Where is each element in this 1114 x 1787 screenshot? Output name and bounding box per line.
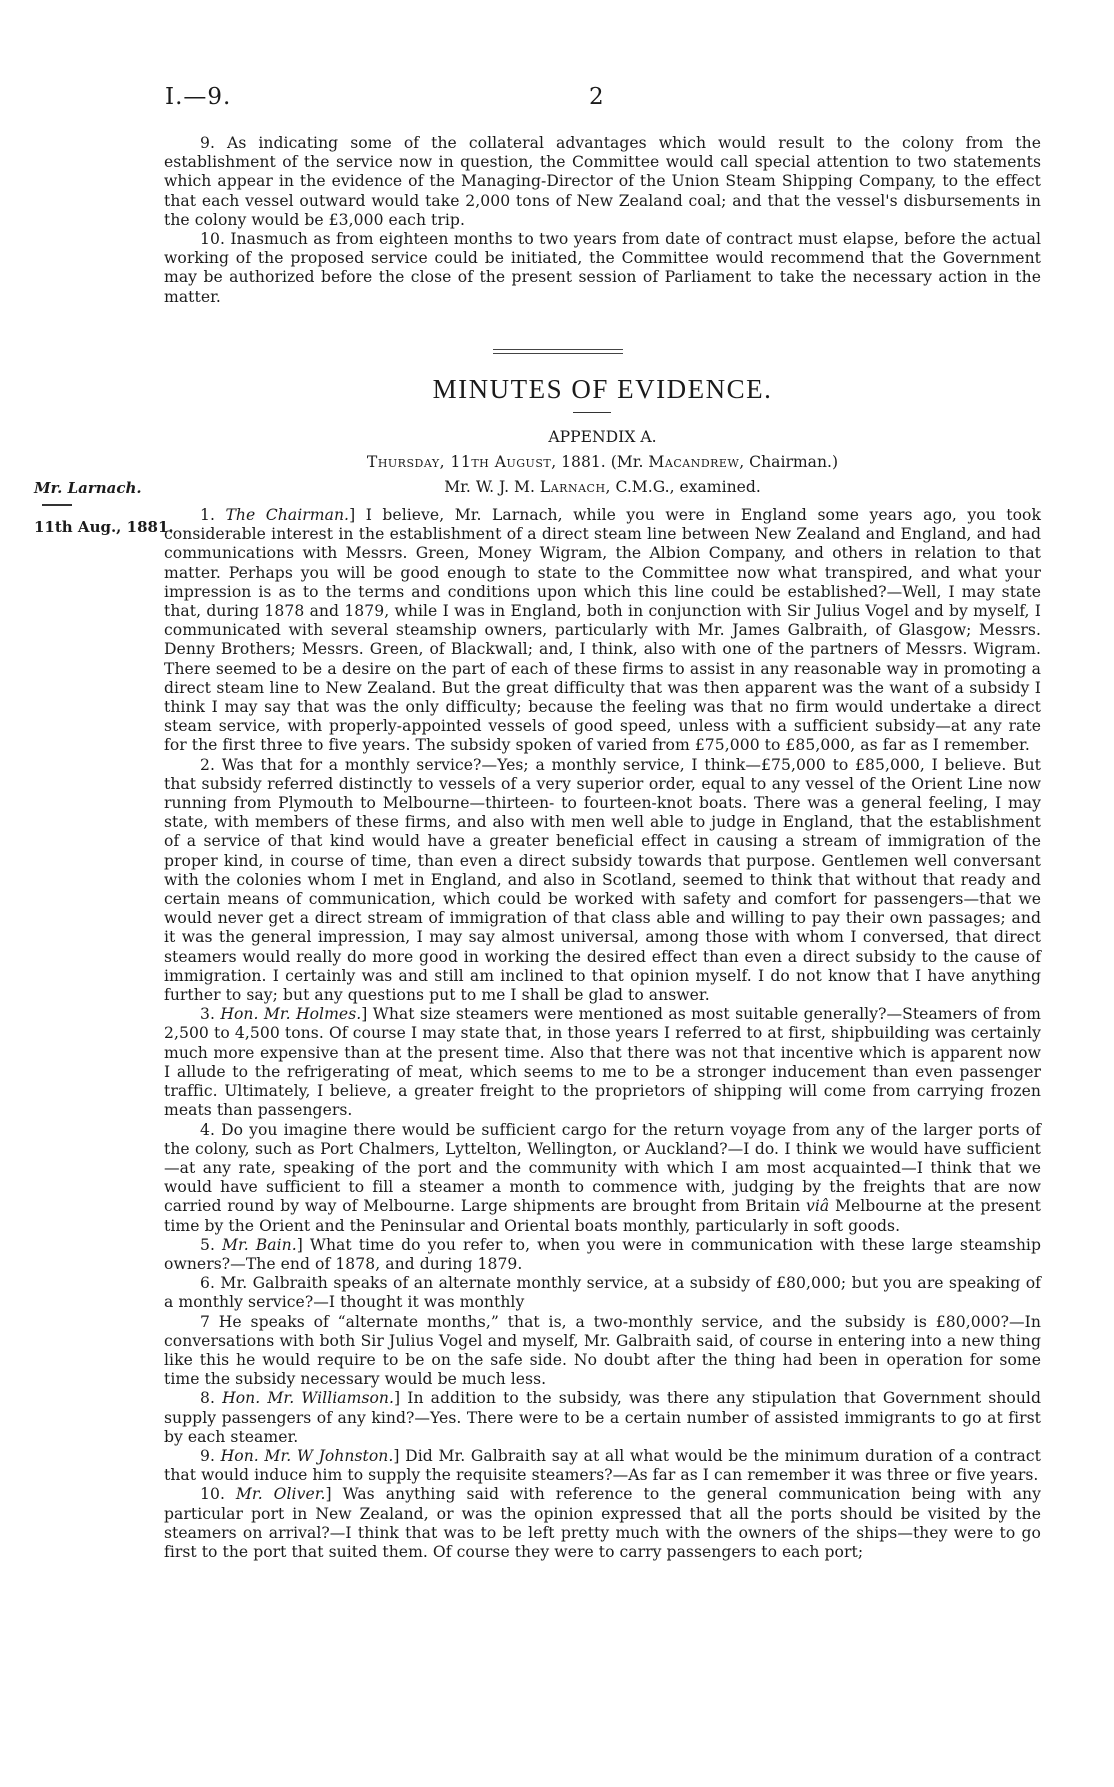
evidence-question-10: 10. Mr. Oliver.] Was anything said with reference to the general communication being with any particular port in New Zealand, or was the opinion expressed that all the ports should be visited by the steamers on arrival?—I think that was to be left pretty much with the owners of the ships—they were to go first to the port that suited them. Of course they were to carry passengers to each port;	[164, 1485, 1041, 1561]
page-reference: I.—9.	[165, 84, 232, 110]
evidence-question-3: 3. Hon. Mr. Holmes.] What size steamers were mentioned as most suitable generally?—Steamers of from 2,500 to 4,500 tons. Of course I may state that, in those years I referred to at first, shipbuilding was certainly much more expensive than at the present time. Also that there was not that incentive which is apparent now I allude to the refrigerating of meat, which seems to me to be a stronger inducement than even passenger traffic. Ultimately, I believe, a greater freight to the proprietors of shipping will come from carrying frozen meats than passengers.	[164, 1005, 1041, 1120]
margin-witness-name: Mr. Larnach.	[34, 479, 142, 497]
evidence-question-4: 4. Do you imagine there would be sufficient cargo for the return voyage from any of the larger ports of the colony, such as Port Chalmers, Lyttelton, Wellington, or Auckland?—I do. I think we would have sufficient—at any rate, speaking of the port and the community with which I am most acquainted—I think that we would have sufficient to fill a steamer a month to commence with, judging by the freights that are now carried round by way of Melbourne. Large shipments are brought from Britain viâ Melbourne at the present time by the Orient and the Peninsular and Oriental boats monthly, particularly in soft goods.	[164, 1120, 1041, 1235]
evidence-question-2: 2. Was that for a monthly service?—Yes; a monthly service, I think—£75,000 to £85,000, I believe. But that subsidy referred distinctly to vessels of a very superior order, equal to any vessel of the Orient Line now running from Plymouth to Melbourne—thirteen- to fourteen-knot boats. There was a general feeling, I may state, with members of these firms, and also with men well able to judge in England, that the establishment of a service of that kind would have a greater beneficial effect in causing a stream of immigration of the proper kind, in course of time, than even a direct subsidy towards that purpose. Gentlemen well conversant with the colonies whom I met in England, and also in Scotland, seemed to think that without that ready and certain means of communication, which could be worked with safety and comfort for passengers—that we would never get a direct stream of immigration of that class able and willing to pay their own passages; and it was the general impression, I may say almost universal, among those with whom I conversed, that direct steamers would really do more good in working the desired effect than even a direct subsidy to the cause of immigration. I certainly was and still am inclined to that opinion myself. I do not know that I have anything further to say; but any questions put to me I shall be glad to answer.	[164, 755, 1041, 1005]
chairman-rest: , Chairman.)	[739, 453, 839, 471]
evidence-question-5: 5. Mr. Bain.] What time do you refer to, when you were in communication with these large steamship owners?—The end of 1878, and during 1879.	[164, 1235, 1041, 1273]
appendix-label: APPENDIX A.	[548, 428, 657, 446]
evidence-question-6: 6. Mr. Galbraith speaks of an alternate monthly service, at a subsidy of £80,000; but you are speaking of a monthly service?—I thought it was monthly	[164, 1274, 1041, 1312]
speaker-name: Mr. Oliver.	[235, 1485, 326, 1504]
heading-rule	[573, 412, 611, 413]
sitting-day: Thursday, 11th August	[366, 453, 552, 471]
speaker-name: The Chairman.	[225, 506, 350, 524]
evidence-question-9: 9. Hon. Mr. W Johnston.] Did Mr. Galbraith say at all what would be the minimum duration of a contract that would induce him to supply the requisite steamers?—As far as I can remember it was three or five years.	[164, 1446, 1041, 1485]
report-paragraph-9: 9. As indicating some of the collateral advantages which would result to the colony from the establishment of the service now in question, the Committee would call special attention to two statements which appear in the evidence of the Managing-Director of the Union Steam Shipping Company, to the effect that each vessel outward would take 2,000 tons of New Zealand coal; and that the vessel's disbursements in the colony would be £3,000 each trip.	[164, 134, 1041, 229]
witness-name: Larnach	[539, 478, 606, 496]
evidence-body	[164, 506, 1041, 1562]
evidence-question-7: 7 He speaks of “alternate months,” that is, a two-monthly service, and the subsidy is £80,000?—In conversations with both Sir Julius Vogel and myself, Mr. Galbraith said, of course in entering into a new thing like this he would require to be on the safe side. No doubt after the thing had been in operation for some time the subsidy necessary would be much less.	[164, 1312, 1041, 1389]
witness-prefix: Mr. W. J. M.	[444, 478, 540, 496]
speaker-name: Hon. Mr. Holmes.	[220, 1005, 362, 1024]
sitting-date-rest: , 1881. (Mr.	[551, 453, 649, 471]
margin-date: 11th Aug., 1881.	[34, 518, 174, 536]
page-number: 2	[589, 84, 604, 110]
witness-line	[164, 478, 1041, 497]
speaker-name: Hon. Mr. W Johnston.	[220, 1446, 394, 1465]
margin-rule	[42, 504, 72, 506]
witness-suffix: , C.M.G., examined.	[605, 478, 761, 496]
report-paragraph-10: 10. Inasmuch as from eighteen months to two years from date of contract must elapse, before the actual working of the proposed service could be initiated, the Committee would recommend that the Government may be authorized before the close of the present session of Parliament to take the necessary action in the matter.	[164, 230, 1041, 306]
report-paragraphs	[164, 134, 1041, 307]
evidence-question-8: 8. Hon. Mr. Williamson.] In addition to the subsidy, was there any stipulation that Government should supply passengers of any kind?—Yes. There were to be a certain number of assisted immigrants to go at first by each steamer.	[164, 1389, 1041, 1446]
chairman-name: Macandrew	[648, 453, 740, 471]
section-divider	[493, 349, 623, 354]
sitting-date-line	[164, 453, 1041, 472]
speaker-name: Mr. Bain.	[221, 1235, 297, 1254]
speaker-name: Hon. Mr. Williamson.	[222, 1389, 395, 1408]
evidence-question-1: 1. The Chairman.] I believe, Mr. Larnach, while you were in England some years ago, you took considerable interest in the establishment of a direct steam line between New Zealand and England, and had communications with Messrs. Green, Money Wigram, the Albion Company, and others in relation to that matter. Perhaps you will be good enough to state to the Committee now what transpired, and what your impression is as to the terms and conditions upon which this line could be established?—Well, I may state that, during 1878 and 1879, while I was in England, both in conjunction with Sir Julius Vogel and by myself, I communicated with several steamship owners, particularly with Mr. James Galbraith, of Glasgow; Messrs. Denny Brothers; Messrs. Green, of Blackwall; and, I think, also with one of the partners of Messrs. Wigram. There seemed to be a desire on the part of each of these firms to assist in any reasonable way in promoting a direct steam line to New Zealand. But the great difficulty that was then apparent was the want of a subsidy I think I may say that was the only difficulty; because the feeling was that no firm would undertake a direct steam service, with properly-appointed vessels of good speed, unless with a sufficient subsidy—at any rate for the first three to five years. The subsidy spoken of varied from £75,000 to £85,000, as far as I remember.	[164, 506, 1041, 755]
minutes-heading: MINUTES OF EVIDENCE.	[432, 374, 773, 404]
